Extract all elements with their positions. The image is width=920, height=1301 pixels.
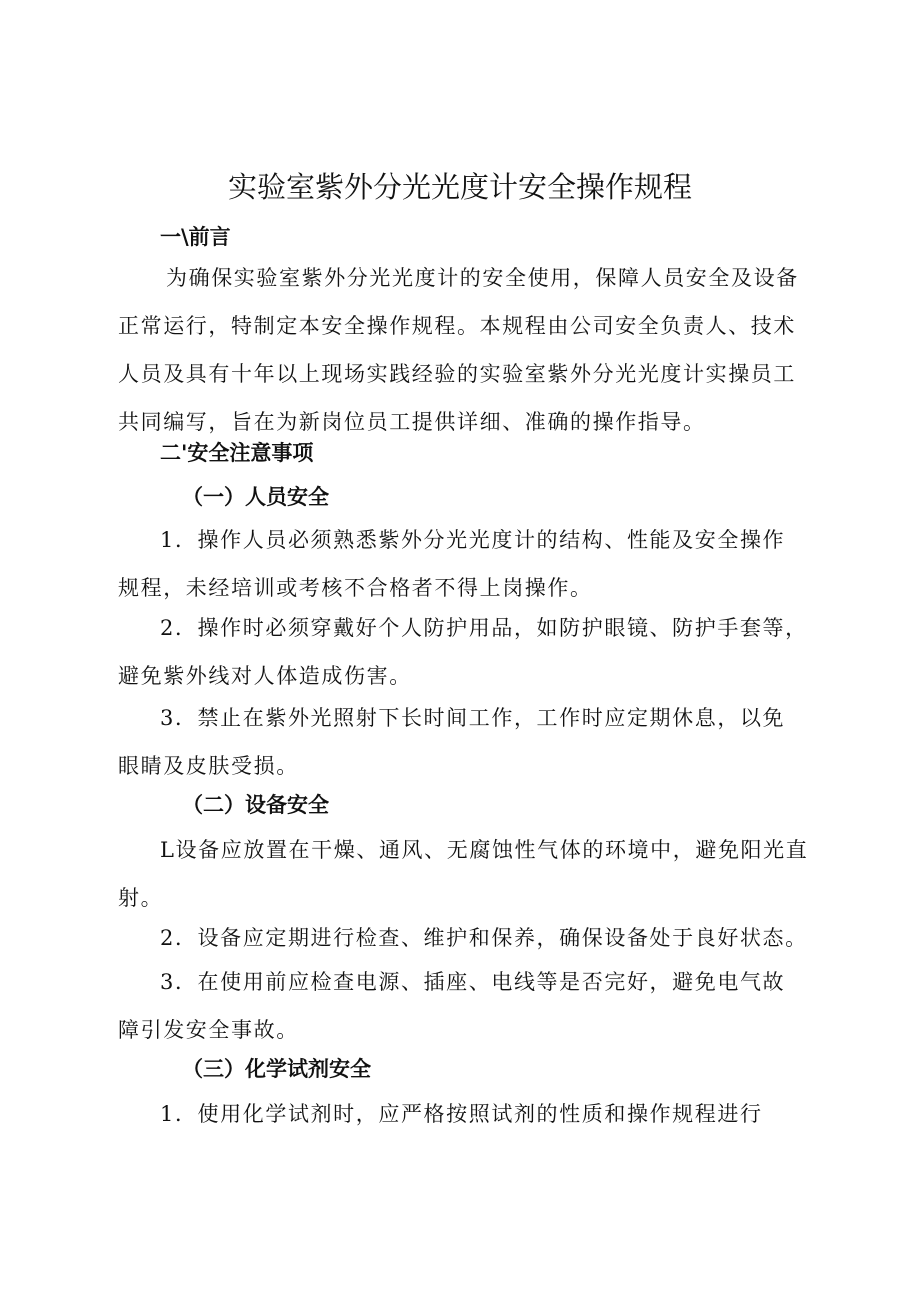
- personnel-item-2: [118, 604, 808, 700]
- preface-line: 人员及具有十年以上现场实践经验的实验室紫外分光光度计实操员工: [118, 362, 796, 386]
- chemical-item-1: [118, 1090, 808, 1138]
- preface-paragraph: [118, 254, 808, 446]
- heading-chemical-safety: （三）化学试剂安全: [182, 1057, 371, 1081]
- preface-line: 为确保实验室紫外分光光度计的安全使用，保障人员安全及设备: [166, 266, 799, 290]
- item-line: 眼睛及皮肤受损。: [118, 754, 299, 778]
- heading-equipment-safety: （二）设备安全: [182, 793, 329, 817]
- document-title: 实验室紫外分光光度计安全操作规程: [227, 170, 692, 204]
- item-line: 障引发安全事故。: [118, 1018, 299, 1042]
- personnel-item-3: [118, 694, 808, 790]
- item-line: 3．在使用前应检查电源、插座、电线等是否完好，避免电气故: [160, 970, 786, 994]
- heading-personnel-safety: （一）人员安全: [182, 485, 329, 509]
- personnel-item-1: [118, 516, 808, 612]
- item-line: 2．操作时必须穿戴好个人防护用品，如防护眼镜、防护手套等，: [160, 616, 808, 640]
- item-line: 3．禁止在紫外光照射下长时间工作，工作时应定期休息，以免: [160, 706, 786, 730]
- item-line: 1．操作人员必须熟悉紫外分光光度计的结构、性能及安全操作: [160, 528, 786, 552]
- item-line: 规程，未经培训或考核不合格者不得上岗操作。: [118, 576, 593, 600]
- item-line: L设备应放置在干燥、通风、无腐蚀性气体的环境中，避免阳光直: [160, 838, 809, 862]
- heading-preface: 一\前言: [160, 225, 231, 249]
- item-line: 射。: [118, 886, 164, 910]
- heading-safety-notes: 二'安全注意事项: [160, 441, 314, 465]
- item-line: 2．设备应定期进行检查、维护和保养，确保设备处于良好状态。: [160, 926, 808, 950]
- preface-line: 正常运行，特制定本安全操作规程。本规程由公司安全负责人、技术: [118, 314, 796, 338]
- equipment-item-3: [118, 958, 808, 1054]
- equipment-item-1: [118, 826, 808, 922]
- preface-line: 共同编写，旨在为新岗位员工提供详细、准确的操作指导。: [118, 410, 706, 434]
- item-line: 避免紫外线对人体造成伤害。: [118, 664, 412, 688]
- item-line: 1．使用化学试剂时，应严格按照试剂的性质和操作规程进行: [160, 1102, 763, 1126]
- equipment-item-2: [118, 914, 808, 962]
